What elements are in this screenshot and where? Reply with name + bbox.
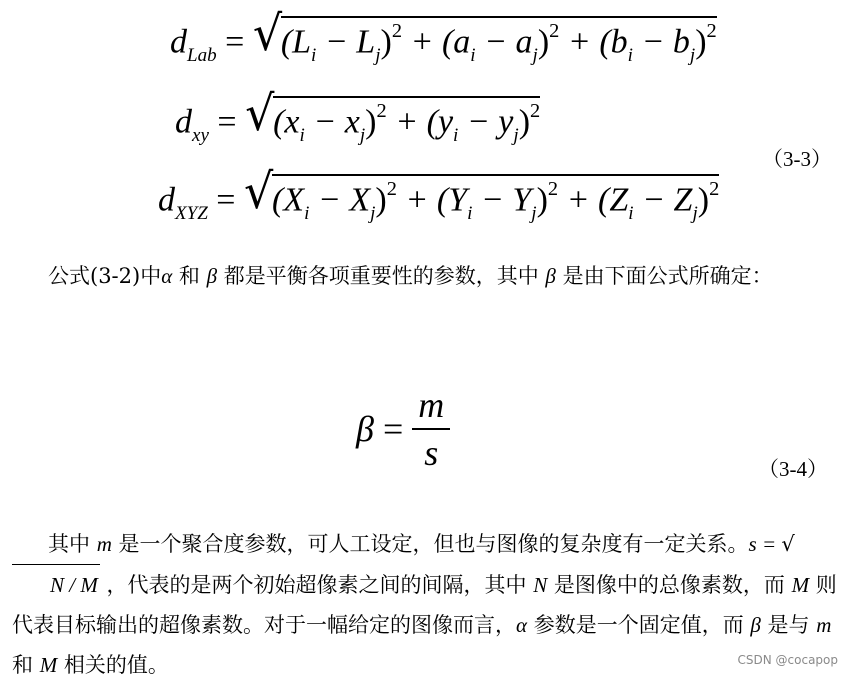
eq-term: ): [536, 181, 548, 219]
equation-number-3-3: （3-3）: [762, 147, 832, 171]
eq-subscript: i: [304, 202, 310, 224]
eq-subscript: j: [692, 202, 698, 224]
eq-exponent: 2: [391, 20, 403, 42]
equation-d-lab: [170, 4, 717, 67]
eq-subscript: j: [370, 202, 376, 224]
fraction-denominator: s: [424, 433, 439, 473]
text-run: ，代表的是两个初始超像素之间的间隔，其中: [99, 573, 534, 597]
eq-term: + (y: [386, 103, 454, 141]
eq-subscript: i: [453, 124, 459, 146]
eq-equals: =: [216, 181, 236, 219]
fraction-numerator: m: [412, 384, 450, 430]
s-formula: s =: [748, 532, 782, 556]
beta-symbol: β: [545, 264, 556, 288]
text-run: 是与: [760, 613, 817, 637]
eq-exponent: 2: [549, 20, 560, 42]
eq-term: ): [375, 181, 387, 219]
eq-term: − X: [309, 181, 371, 219]
eq-term: + (Y: [396, 181, 468, 219]
M-symbol: M: [791, 573, 810, 597]
eq-subscript: i: [627, 44, 633, 66]
text-run: 参数是一个固定值，而: [527, 613, 751, 637]
eq-subscript: j: [532, 44, 538, 66]
eq-symbol: d: [170, 23, 187, 61]
eq-term: − b: [632, 23, 690, 61]
text-run: 相关的值。: [57, 653, 169, 677]
eq-term: − x: [304, 103, 360, 141]
eq-term: + (b: [559, 23, 628, 61]
eq-subscript: i: [311, 44, 317, 66]
text-run: 和: [172, 264, 207, 288]
eq-subscript: j: [359, 124, 366, 146]
text-run: 公式(3-2)中: [48, 264, 162, 288]
eq-subscript: i: [299, 124, 305, 146]
m-symbol: m: [96, 532, 112, 556]
beta-symbol: β: [750, 613, 761, 637]
paragraph-explanation: [12, 524, 842, 685]
eq-equals: =: [382, 409, 404, 449]
watermark: CSDN @cocapop: [737, 653, 838, 667]
eq-term: + (a: [402, 23, 471, 61]
eq-subscript: j: [375, 44, 381, 66]
text-run: 是图像中的总像素数，而: [547, 573, 792, 597]
eq-subscript: i: [467, 202, 473, 224]
eq-term: + (Z: [558, 181, 629, 219]
eq-equals: =: [225, 23, 245, 61]
eq-subscript: Lab: [187, 44, 217, 66]
text-run: 其中: [48, 532, 97, 556]
eq-subscript: j: [513, 124, 519, 146]
equation-d-xy: [175, 84, 541, 147]
beta-symbol: β: [206, 264, 218, 288]
sqrt-sign: √: [781, 532, 795, 556]
radical: √ $(X_i - X_j)^2 + (Y_i - Y_j)^2 + (Z_i - Z_j)^2$: [243, 162, 720, 224]
N-symbol: N: [533, 573, 548, 597]
eq-subscript: i: [470, 44, 476, 66]
equation-beta: [356, 384, 450, 474]
eq-term: ): [697, 181, 710, 219]
radical: √ $(L_i - L_j)^2 + (a_i - a_j)^2 + (b_i - b_j)^2$: [252, 4, 717, 66]
eq-term: (L: [280, 23, 312, 61]
eq-term: ): [537, 23, 550, 61]
eq-exponent: 2: [547, 178, 559, 200]
eq-exponent: 2: [709, 178, 720, 200]
eq-subscript: XYZ: [175, 202, 208, 224]
eq-term: ): [365, 103, 377, 141]
eq-term: ): [380, 23, 392, 61]
eq-symbol: d: [158, 181, 175, 219]
eq-term: (X: [271, 181, 305, 219]
sqrt-content: N / M: [12, 564, 100, 605]
eq-exponent: 2: [386, 178, 397, 200]
eq-exponent: 2: [530, 100, 541, 122]
paragraph-parameters: [12, 256, 842, 296]
eq-subscript: i: [628, 202, 634, 224]
equation-d-xyz: [158, 162, 720, 225]
eq-term: − a: [475, 23, 533, 61]
m-symbol: m: [816, 613, 832, 637]
fraction: [412, 384, 450, 474]
text-run: 是一个聚合度参数，可人工设定，但也与图像的复杂度有一定关系。: [111, 532, 749, 556]
eq-subscript: xy: [192, 124, 209, 146]
eq-term: ): [695, 23, 707, 61]
eq-subscript: j: [689, 44, 696, 66]
eq-term: − Y: [472, 181, 532, 219]
beta-symbol: β: [356, 409, 374, 449]
alpha-symbol: α: [161, 264, 173, 288]
eq-subscript: j: [531, 202, 537, 224]
radical: √ $(x_i - x_j)^2 + (y_i - y_j)^2$: [245, 84, 541, 146]
eq-term: ): [518, 103, 531, 141]
equation-number-3-4: （3-4）: [758, 457, 828, 481]
text-run: 则代表目标输出的超像素数。对于一幅给定的图像而言，: [12, 573, 837, 637]
eq-equals: =: [217, 103, 237, 141]
alpha-symbol: α: [516, 613, 528, 637]
eq-term: (x: [273, 103, 300, 141]
eq-term: − y: [458, 103, 514, 141]
text-run: 和: [12, 653, 40, 677]
eq-exponent: 2: [376, 100, 387, 122]
M-symbol: M: [39, 653, 58, 677]
eq-symbol: d: [175, 103, 192, 141]
text-run: 都是平衡各项重要性的参数，其中: [217, 264, 546, 288]
eq-exponent: 2: [706, 20, 717, 42]
text-run: 是由下面公式所确定：: [555, 264, 773, 288]
eq-term: − Z: [633, 181, 693, 219]
eq-term: − L: [316, 23, 376, 61]
